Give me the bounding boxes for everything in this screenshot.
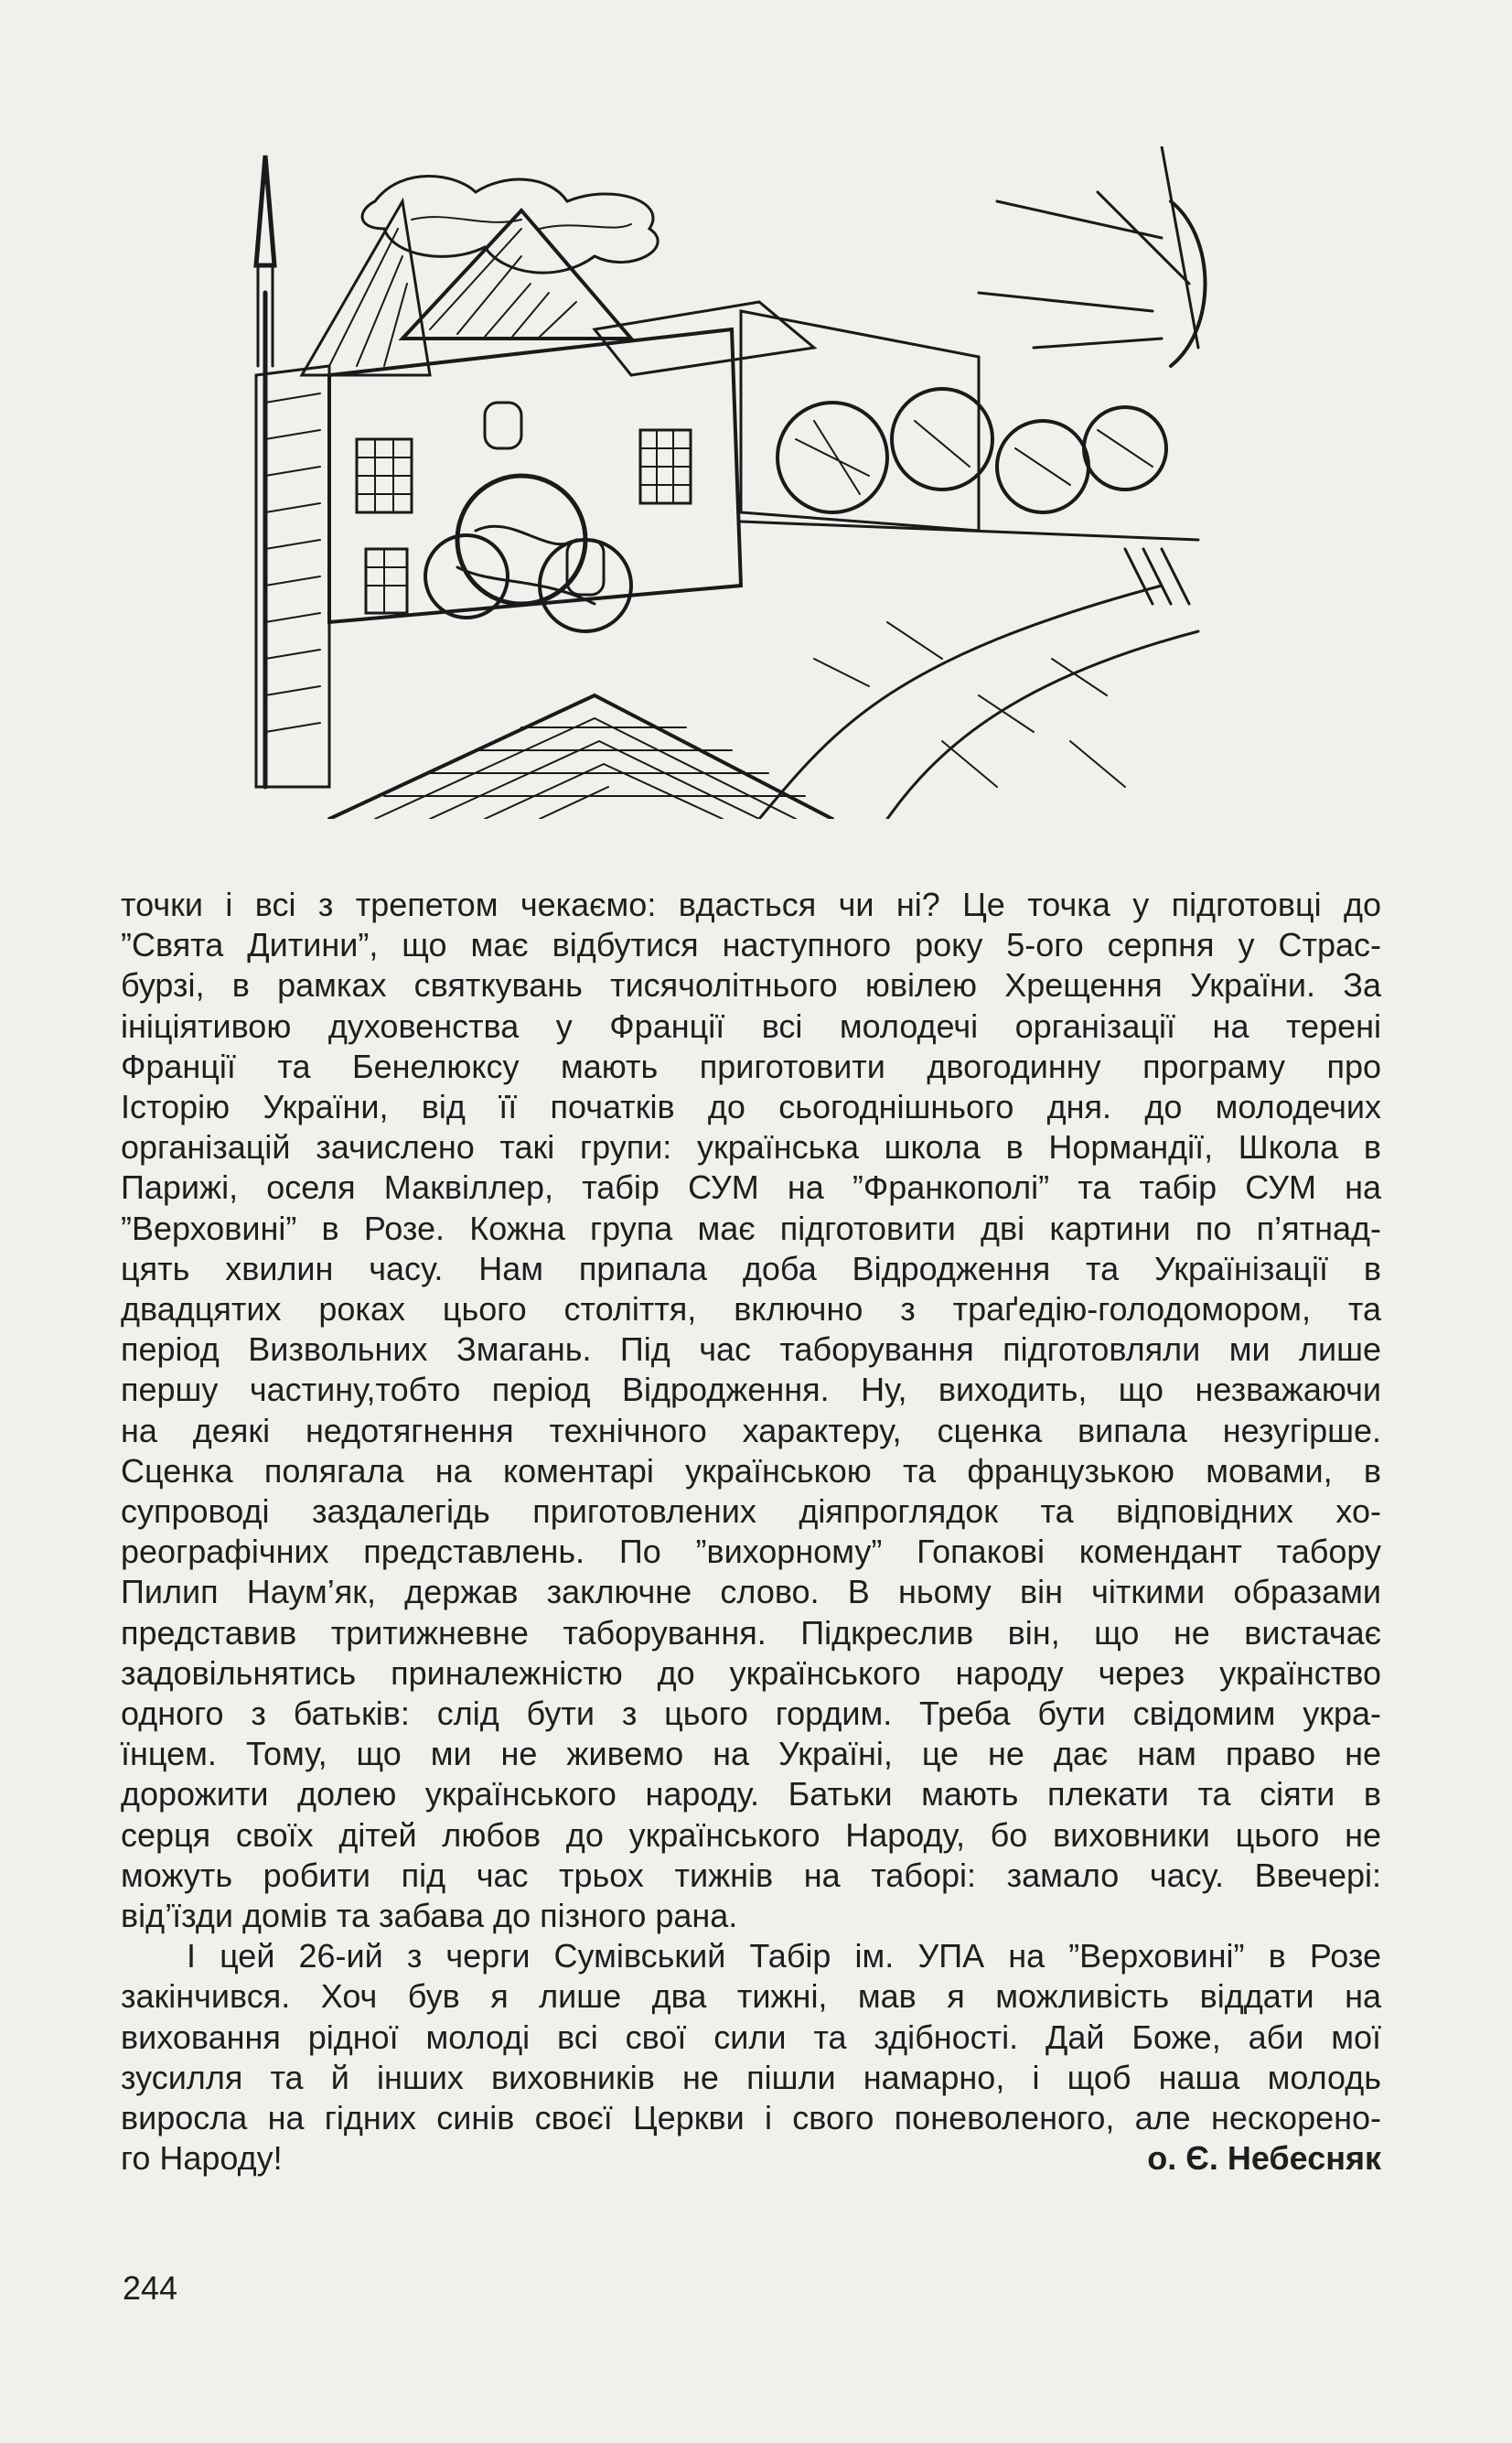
body-line: період Визвольних Змагань. Під час таборування підготовляли ми лише	[121, 1330, 1381, 1369]
body-line: задовільнятись приналежністю до українського народу через українство	[121, 1653, 1381, 1692]
body-line: ”Верховині” в Розе. Кожна група має підготовити дві картини по п’ятнад-	[121, 1209, 1381, 1247]
body-line: супроводі заздалегідь приготовлених діяпроглядок та відповідних хо-	[121, 1492, 1381, 1531]
page-number: 244	[123, 2269, 178, 2307]
final-line: го Народу!	[121, 2139, 283, 2178]
body-line: бурзі, в рамках святкувань тисячолітнього ювілею Хрещення України. За	[121, 966, 1381, 1005]
body-line: точки і всі з трепетом чекаємо: вдасться чи ні? Це точка у підготовці до	[121, 886, 1381, 923]
final-line-row	[121, 2138, 1381, 2179]
body-line: реографічних представлень. По ”вихорному” Гопакові комендант табору	[121, 1533, 1381, 1571]
closing-line: закінчився. Хоч був я лише два тижні, мав я можливість віддати на	[121, 1977, 1381, 2016]
body-line: одного з батьків: слід бути з цього гордим. Треба бути свідомим укра-	[121, 1695, 1381, 1733]
body-line: організацій зачислено такі групи: українська школа в Нормандії, Школа в	[121, 1128, 1381, 1167]
body-line: на деякі недотягнення технічного характеру, сценка випала незугірше.	[121, 1411, 1381, 1449]
castle-sketch-image	[247, 146, 1226, 819]
body-line: представив тритижневне таборування. Підкреслив він, що не вистачає	[121, 1613, 1381, 1652]
body-line: їнцем. Тому, що ми не живемо на Україні, це не дає нам право не	[121, 1735, 1381, 1773]
author-signature: о. Є. Небесняк	[1147, 2139, 1381, 2178]
body-line: Парижі, оселя Маквіллер, табір СУМ на ”Франкополі” та табір СУМ на	[121, 1168, 1381, 1207]
closing-line: виховання рідної молоді всі свої сили та здібності. Дай Боже, аби мої	[121, 2018, 1381, 2056]
closing-line: зусилля та й інших виховників не пішли намарно, і щоб наша молодь	[121, 2058, 1381, 2096]
castle-illustration	[247, 146, 1226, 819]
closing-line: І цей 26-ий з черги Сумівський Табір ім. УПА на ”Верховині” в Розе	[187, 1937, 1381, 1975]
body-line: дорожити долею українського народу. Батьки мають плекати та сіяти в	[121, 1775, 1381, 1813]
body-line: Пилип Наум’як, держав заключне слово. В ньому він чіткими образами	[121, 1573, 1381, 1611]
body-line: цять хвилин часу. Нам припала доба Відродження та Українізації в	[121, 1249, 1381, 1287]
body-line: Історію України, від її початків до сьогоднішнього дня. до молодечих	[121, 1088, 1381, 1126]
closing-line: виросла на гідних синів своєї Церкви і свого поневоленого, але нескорено-	[121, 2099, 1381, 2137]
body-line: серця своїх дітей любов до українського Народу, бо виховники цього не	[121, 1815, 1381, 1854]
body-line: ініціятивою духовенства у Франції всі молодечі організації на терені	[121, 1006, 1381, 1045]
body-line: двадцятих роках цього століття, включно з траґедію-голодомором, та	[121, 1290, 1381, 1329]
article-text	[121, 885, 1381, 2179]
body-line: Сценка полягала на коментарі українською та французькою мовами, в	[121, 1451, 1381, 1490]
body-line: ”Свята Дитини”, що має відбутися наступного року 5-ого серпня у Страс-	[121, 926, 1381, 964]
body-line: можуть робити під час трьох тижнів на таборі: замало часу. Ввечері:	[121, 1856, 1381, 1894]
body-line: від’їзди домів та забава до пізного рана.	[121, 1897, 738, 1935]
body-line: Франції та Бенелюксу мають приготовити двогодинну програму про	[121, 1047, 1381, 1085]
body-line: першу частину,тобто період Відродження. Ну, виходить, що незважаючи	[121, 1371, 1381, 1409]
